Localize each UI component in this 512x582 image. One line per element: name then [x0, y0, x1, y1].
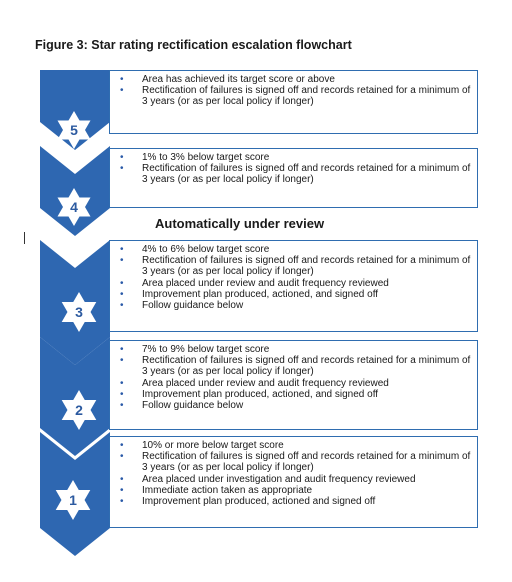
level-5-box: [109, 70, 478, 134]
level-3-box: [109, 240, 478, 332]
list-item: • Area placed under investigation and audit frequency reviewed: [118, 474, 471, 485]
list-item: • Improvement plan produced, actioned, and signed off: [118, 389, 471, 400]
level-2-box: [109, 340, 478, 430]
list-item: • Area placed under review and audit frequency reviewed: [118, 278, 471, 289]
star-number: 4: [70, 199, 78, 215]
list-item: • Improvement plan produced, actioned and signed off: [118, 496, 471, 507]
list-item: • Rectification of failures is signed off and records retained for a minimum of 3 years (or as per local policy if longer): [118, 85, 471, 107]
star-number: 5: [70, 122, 78, 138]
list-item: • 1% to 3% below target score: [118, 152, 471, 163]
star-number: 3: [75, 304, 83, 320]
list-item: • Rectification of failures is signed off and records retained for a minimum of 3 years (or as per local policy if longer): [118, 255, 471, 277]
star-icon: [62, 390, 97, 430]
list-item: • Area placed under review and audit frequency reviewed: [118, 378, 471, 389]
star-icon: [58, 111, 91, 149]
list-item: • Improvement plan produced, actioned, and signed off: [118, 289, 471, 300]
list-item: • Rectification of failures is signed off and records retained for a minimum of 3 years (or as per local policy if longer): [118, 163, 471, 185]
star-icon: [62, 292, 97, 332]
figure-title: Figure 3: Star rating rectification escalation flowchart: [35, 38, 352, 52]
list-item: • Follow guidance below: [118, 300, 471, 311]
star-number: 1: [69, 492, 77, 508]
list-item: • 10% or more below target score: [118, 440, 471, 451]
level-1-box: [109, 436, 478, 528]
review-label: Automatically under review: [155, 216, 325, 231]
list-item: • Rectification of failures is signed off and records retained for a minimum of 3 years (or as per local policy if longer): [118, 355, 471, 377]
list-item: • 7% to 9% below target score: [118, 344, 471, 355]
star-number: 2: [75, 402, 83, 418]
star-icon: [58, 188, 91, 226]
list-item: • Immediate action taken as appropriate: [118, 485, 471, 496]
list-item: • Follow guidance below: [118, 400, 471, 411]
star-icon: [56, 480, 91, 520]
level-4-box: [109, 148, 478, 208]
list-item: • Rectification of failures is signed off and records retained for a minimum of 3 years (or as per local policy if longer): [118, 451, 471, 473]
list-item: • Area has achieved its target score or above: [118, 74, 471, 85]
list-item: • 4% to 6% below target score: [118, 244, 471, 255]
